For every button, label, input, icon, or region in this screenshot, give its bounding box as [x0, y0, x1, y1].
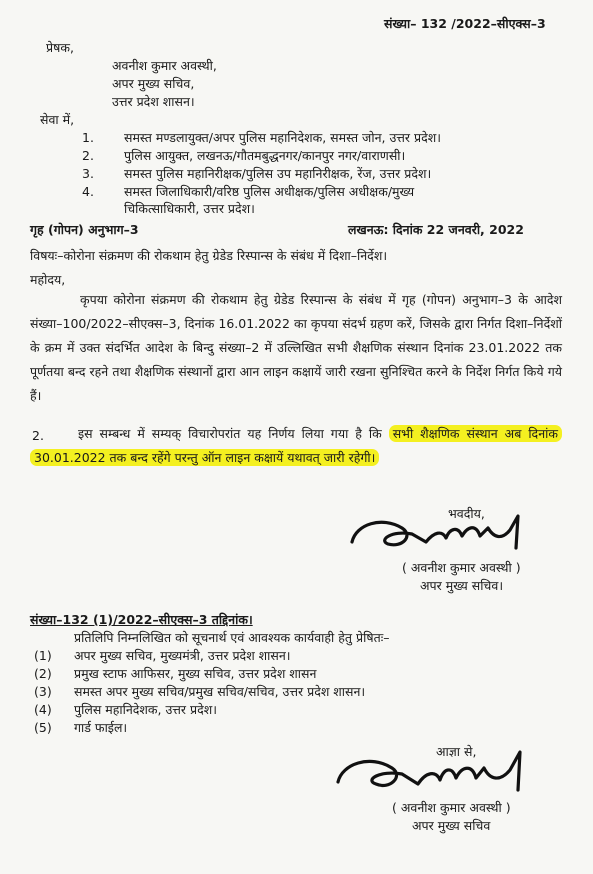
paragraph-2-number: 2.	[32, 428, 44, 443]
recipient-number: 4.	[82, 184, 94, 199]
recipient-number: 3.	[82, 166, 94, 181]
recipient-number: 2.	[82, 148, 94, 163]
copy-item: अपर मुख्य सचिव, मुख्यमंत्री, उत्तर प्रदेश शासन।	[74, 648, 291, 663]
recipient-item: पुलिस आयुक्त, लखनऊ/गौतमबुद्धनगर/कानपुर नगर/वाराणसी।	[124, 148, 406, 163]
recipient-label: सेवा में,	[40, 112, 75, 127]
recipient-number: 1.	[82, 130, 94, 145]
closing: भवदीय,	[448, 506, 485, 521]
signatory-title: अपर मुख्य सचिव।	[420, 578, 504, 593]
paragraph-1: कृपया कोरोना संक्रमण की रोकथाम हेतु ग्रेडेड रिस्पान्स के संबंध में गृह (गोपन) अनुभाग–3 के आदेश संख्या–100/2022–सीएक्स–3, दिनांक 16.01.2022 का कृपया संदर्भ ग्रहण करें, जिसके द्वारा निर्गत दिशा–निर्देशों के क्रम में उक्त संदर्भित आदेश के बिन्दु संख्या–2 में उल्लिखित सभी शैक्षणिक संस्थान दिनांक 23.01.2022 तक पूर्णतया बन्द रहने तथा शैक्षणिक संस्थानों द्वारा आन लाइन कक्षायें जारी रखना सुनिश्चित करने के निर्देश निर्गत किये गये हैं।	[30, 292, 562, 403]
recipient-item: समस्त पुलिस महानिरीक्षक/पुलिस उप महानिरीक्षक, रेंज, उत्तर प्रदेश।	[124, 166, 432, 181]
copy-number: (1)	[34, 648, 52, 663]
copy-reference: संख्या–132 (1)/2022–सीएक्स–3 तद्दिनांक।	[30, 612, 253, 627]
section-name: गृह (गोपन) अनुभाग–3	[30, 222, 139, 237]
recipient-item-continued: चिकित्साधिकारी, उत्तर प्रदेश।	[124, 201, 255, 216]
signature-image	[328, 746, 550, 808]
copy-intro: प्रतिलिपि निम्नलिखित को सूचनार्थ एवं आवश्यक कार्यवाही हेतु प्रेषितः–	[74, 630, 390, 645]
signatory2-name: ( अवनीश कुमार अवस्थी )	[392, 800, 511, 815]
reference-number: संख्या– 132 /2022–सीएक्स–3	[384, 16, 546, 31]
order-closing: आज्ञा से,	[436, 744, 477, 759]
sender-label: प्रेषक,	[46, 40, 74, 55]
copy-number: (4)	[34, 702, 52, 717]
copy-number: (3)	[34, 684, 52, 699]
signature-image	[342, 508, 542, 566]
paragraph-2	[30, 422, 562, 470]
sender-name: अवनीश कुमार अवस्थी,	[112, 58, 217, 73]
sender-designation: अपर मुख्य सचिव,	[112, 76, 195, 91]
copy-number: (2)	[34, 666, 52, 681]
subject-line: विषयः–कोरोना संक्रमण की रोकथाम हेतु ग्रेडेड रिस्पान्स के संबंध में दिशा–निर्देश।	[30, 248, 388, 263]
recipient-item: समस्त जिलाधिकारी/वरिष्ठ पुलिस अधीक्षक/पुलिस अधीक्षक/मुख्य	[124, 184, 415, 199]
copy-item: गार्ड फाईल।	[74, 720, 128, 735]
copy-item: पुलिस महानिदेशक, उत्तर प्रदेश।	[74, 702, 218, 717]
letter-date: लखनऊ: दिनांक 22 जनवरी, 2022	[348, 222, 524, 237]
paragraph-2-text: इस सम्बन्ध में सम्यक् विचारोपरांत यह निर्णय लिया गया है कि	[78, 426, 382, 441]
recipient-item: समस्त मण्डलायुक्त/अपर पुलिस महानिदेशक, समस्त जोन, उत्तर प्रदेश।	[124, 130, 442, 145]
highlighted-decision: सभी शैक्षणिक संस्थान अब दिनांक 30.01.2022 तक बन्द रहेंगे परन्तु ऑन लाइन कक्षायें यथावत् जारी रहेगी।	[30, 425, 562, 466]
copy-item: समस्त अपर मुख्य सचिव/प्रमुख सचिव/सचिव, उत्तर प्रदेश शासन।	[74, 684, 366, 699]
sender-office: उत्तर प्रदेश शासन।	[112, 94, 195, 109]
salutation: महोदय,	[30, 272, 66, 287]
copy-number: (5)	[34, 720, 52, 735]
signatory2-title: अपर मुख्य सचिव	[412, 818, 491, 833]
copy-item: प्रमुख स्टाफ आफिसर, मुख्य सचिव, उत्तर प्रदेश शासन	[74, 666, 317, 681]
signatory-name: ( अवनीश कुमार अवस्थी )	[402, 560, 521, 575]
